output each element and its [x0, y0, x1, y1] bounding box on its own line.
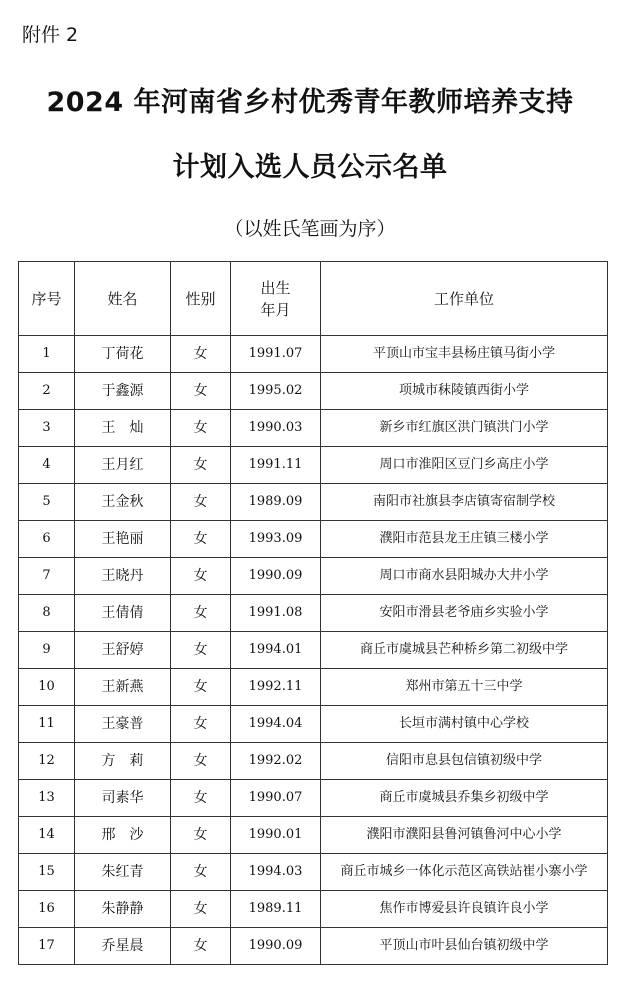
cell-gender: 女 — [171, 928, 231, 965]
cell-index: 7 — [19, 558, 75, 595]
cell-gender: 女 — [171, 891, 231, 928]
cell-unit: 周口市商水县阳城办大井小学 — [321, 558, 608, 595]
attachment-label: 附件 2 — [22, 24, 79, 46]
cell-index: 11 — [19, 706, 75, 743]
header-name: 姓名 — [75, 262, 171, 336]
cell-birth: 1994.01 — [231, 632, 321, 669]
header-unit: 工作单位 — [321, 262, 608, 336]
cell-unit: 周口市淮阳区豆门乡高庄小学 — [321, 447, 608, 484]
cell-unit: 平顶山市叶县仙台镇初级中学 — [321, 928, 608, 965]
cell-name: 司素华 — [75, 780, 171, 817]
header-row — [19, 262, 608, 336]
table-body — [19, 336, 608, 965]
cell-index: 16 — [19, 891, 75, 928]
cell-index: 13 — [19, 780, 75, 817]
table-row — [19, 336, 608, 373]
header-gender: 性别 — [171, 262, 231, 336]
cell-unit: 商丘市城乡一体化示范区高铁站崔小寨小学 — [321, 854, 608, 891]
roster-table — [18, 261, 608, 965]
table-row — [19, 410, 608, 447]
cell-index: 12 — [19, 743, 75, 780]
cell-index: 15 — [19, 854, 75, 891]
cell-birth: 1991.07 — [231, 336, 321, 373]
cell-name: 王豪普 — [75, 706, 171, 743]
cell-birth: 1990.07 — [231, 780, 321, 817]
cell-index: 4 — [19, 447, 75, 484]
table-row — [19, 484, 608, 521]
cell-name: 王艳丽 — [75, 521, 171, 558]
table-header — [19, 262, 608, 336]
cell-name: 朱静静 — [75, 891, 171, 928]
cell-name: 王新燕 — [75, 669, 171, 706]
cell-unit: 长垣市满村镇中心学校 — [321, 706, 608, 743]
cell-gender: 女 — [171, 854, 231, 891]
cell-name: 王晓丹 — [75, 558, 171, 595]
cell-unit: 南阳市社旗县李店镇寄宿制学校 — [321, 484, 608, 521]
cell-name: 王 灿 — [75, 410, 171, 447]
table-row — [19, 891, 608, 928]
cell-birth: 1991.11 — [231, 447, 321, 484]
cell-unit: 焦作市博爱县许良镇许良小学 — [321, 891, 608, 928]
cell-index: 17 — [19, 928, 75, 965]
cell-birth: 1993.09 — [231, 521, 321, 558]
table-row — [19, 817, 608, 854]
cell-unit: 濮阳市濮阳县鲁河镇鲁河中心小学 — [321, 817, 608, 854]
header-birth-line2: 年月 — [260, 300, 291, 319]
cell-name: 乔星晨 — [75, 928, 171, 965]
cell-name: 邢 沙 — [75, 817, 171, 854]
cell-birth: 1990.09 — [231, 558, 321, 595]
table-row — [19, 447, 608, 484]
cell-name: 王倩倩 — [75, 595, 171, 632]
document-subtitle: （以姓氏笔画为序） — [224, 218, 396, 240]
cell-unit: 商丘市虞城县乔集乡初级中学 — [321, 780, 608, 817]
table-row — [19, 595, 608, 632]
cell-index: 10 — [19, 669, 75, 706]
cell-unit: 濮阳市范县龙王庄镇三楼小学 — [321, 521, 608, 558]
cell-gender: 女 — [171, 669, 231, 706]
cell-gender: 女 — [171, 373, 231, 410]
table-row — [19, 854, 608, 891]
cell-unit: 郑州市第五十三中学 — [321, 669, 608, 706]
cell-gender: 女 — [171, 447, 231, 484]
cell-name: 王月红 — [75, 447, 171, 484]
cell-name: 方 莉 — [75, 743, 171, 780]
cell-birth: 1995.02 — [231, 373, 321, 410]
cell-gender: 女 — [171, 743, 231, 780]
document-title-line-1: 2024 年河南省乡村优秀青年教师培养支持 — [46, 87, 574, 118]
cell-birth: 1989.11 — [231, 891, 321, 928]
cell-birth: 1992.11 — [231, 669, 321, 706]
cell-index: 5 — [19, 484, 75, 521]
cell-gender: 女 — [171, 632, 231, 669]
table-row — [19, 780, 608, 817]
cell-birth: 1990.01 — [231, 817, 321, 854]
cell-name: 于鑫源 — [75, 373, 171, 410]
cell-index: 14 — [19, 817, 75, 854]
table-row — [19, 928, 608, 965]
cell-unit: 商丘市虞城县芒种桥乡第二初级中学 — [321, 632, 608, 669]
cell-birth: 1990.03 — [231, 410, 321, 447]
cell-birth: 1994.03 — [231, 854, 321, 891]
cell-gender: 女 — [171, 521, 231, 558]
table-row — [19, 669, 608, 706]
cell-index: 3 — [19, 410, 75, 447]
table-row — [19, 706, 608, 743]
cell-name: 丁荷花 — [75, 336, 171, 373]
cell-name: 王金秋 — [75, 484, 171, 521]
cell-birth: 1990.09 — [231, 928, 321, 965]
cell-birth: 1989.09 — [231, 484, 321, 521]
table-row — [19, 373, 608, 410]
table-row — [19, 743, 608, 780]
cell-index: 1 — [19, 336, 75, 373]
cell-unit: 安阳市滑县老爷庙乡实验小学 — [321, 595, 608, 632]
cell-index: 8 — [19, 595, 75, 632]
cell-index: 9 — [19, 632, 75, 669]
header-index: 序号 — [19, 262, 75, 336]
cell-birth: 1992.02 — [231, 743, 321, 780]
cell-gender: 女 — [171, 410, 231, 447]
cell-gender: 女 — [171, 817, 231, 854]
cell-gender: 女 — [171, 780, 231, 817]
cell-gender: 女 — [171, 336, 231, 373]
table-row — [19, 632, 608, 669]
cell-unit: 新乡市红旗区洪门镇洪门小学 — [321, 410, 608, 447]
cell-name: 朱红青 — [75, 854, 171, 891]
cell-index: 2 — [19, 373, 75, 410]
cell-gender: 女 — [171, 484, 231, 521]
cell-gender: 女 — [171, 706, 231, 743]
document-title-line-2: 计划入选人员公示名单 — [172, 152, 448, 183]
cell-unit: 信阳市息县包信镇初级中学 — [321, 743, 608, 780]
cell-unit: 项城市秣陵镇西街小学 — [321, 373, 608, 410]
header-birth — [231, 262, 321, 336]
cell-birth: 1994.04 — [231, 706, 321, 743]
cell-gender: 女 — [171, 595, 231, 632]
cell-gender: 女 — [171, 558, 231, 595]
table-row — [19, 558, 608, 595]
cell-unit: 平顶山市宝丰县杨庄镇马街小学 — [321, 336, 608, 373]
cell-index: 6 — [19, 521, 75, 558]
cell-name: 王舒婷 — [75, 632, 171, 669]
cell-birth: 1991.08 — [231, 595, 321, 632]
table-row — [19, 521, 608, 558]
header-birth-line1: 出生 — [260, 278, 291, 297]
